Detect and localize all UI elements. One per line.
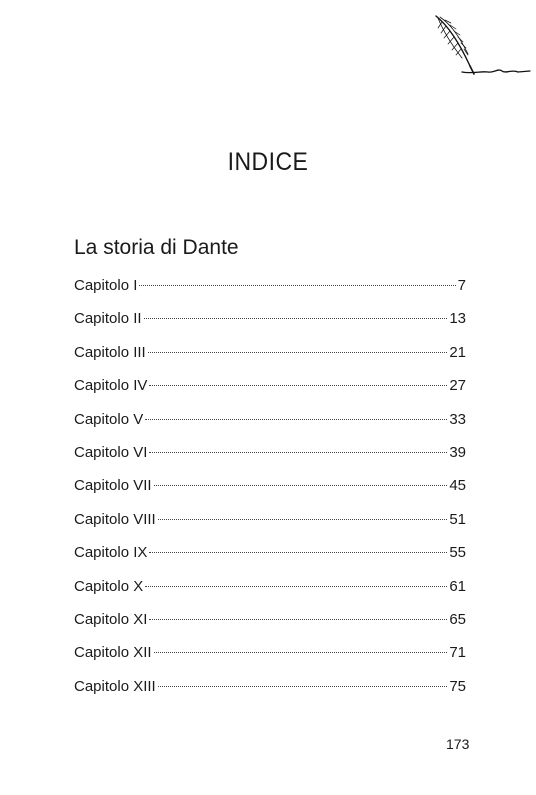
toc-entry[interactable] bbox=[74, 644, 466, 677]
toc-entry-label: Capitolo V bbox=[74, 410, 144, 428]
toc-entry-page: 33 bbox=[449, 410, 466, 428]
toc-entry-page: 45 bbox=[449, 477, 466, 495]
dot-leader bbox=[158, 519, 448, 520]
page-number: 173 bbox=[446, 736, 470, 752]
toc-entry[interactable] bbox=[74, 578, 466, 611]
toc-entry-page: 51 bbox=[449, 510, 466, 528]
toc-entry[interactable] bbox=[74, 611, 466, 644]
toc-entry-label: Capitolo I bbox=[74, 277, 138, 294]
toc-entry-page: 27 bbox=[449, 377, 466, 395]
index-title: INDICE bbox=[227, 148, 309, 176]
toc-entry-label: Capitolo IX bbox=[74, 544, 148, 562]
dot-leader bbox=[145, 586, 447, 587]
table-of-contents bbox=[74, 277, 466, 711]
toc-entry[interactable] bbox=[74, 310, 466, 343]
toc-entry-page: 61 bbox=[449, 577, 466, 595]
toc-entry-label: Capitolo VIII bbox=[74, 510, 156, 528]
dot-leader bbox=[149, 385, 447, 386]
toc-entry-label: Capitolo XII bbox=[74, 644, 152, 662]
toc-entry-page: 21 bbox=[449, 343, 466, 361]
dot-leader bbox=[148, 352, 448, 353]
toc-entry[interactable] bbox=[74, 377, 466, 410]
dot-leader bbox=[144, 318, 448, 319]
toc-entry[interactable] bbox=[74, 344, 466, 377]
toc-entry-label: Capitolo VI bbox=[74, 443, 148, 461]
toc-entry-label: Capitolo XI bbox=[74, 610, 148, 628]
toc-entry-label: Capitolo IV bbox=[74, 377, 148, 395]
toc-entry[interactable] bbox=[74, 544, 466, 577]
toc-entry-page: 39 bbox=[449, 443, 466, 461]
dot-leader bbox=[149, 552, 447, 553]
toc-entry[interactable] bbox=[74, 411, 466, 444]
toc-entry-label: Capitolo XIII bbox=[74, 677, 156, 695]
dot-leader bbox=[154, 485, 448, 486]
toc-entry-page: 7 bbox=[457, 277, 466, 294]
toc-entry[interactable] bbox=[74, 477, 466, 510]
toc-entry-page: 75 bbox=[449, 677, 466, 695]
toc-entry-page: 13 bbox=[449, 310, 466, 328]
toc-entry[interactable] bbox=[74, 678, 466, 711]
dot-leader bbox=[154, 652, 448, 653]
quill-pen-icon bbox=[432, 14, 532, 80]
toc-entry-page: 71 bbox=[449, 644, 466, 662]
toc-entry-page: 65 bbox=[449, 610, 466, 628]
dot-leader bbox=[139, 285, 455, 286]
dot-leader bbox=[149, 619, 447, 620]
toc-entry-label: Capitolo VII bbox=[74, 477, 152, 495]
dot-leader bbox=[149, 452, 447, 453]
toc-entry[interactable] bbox=[74, 511, 466, 544]
toc-entry-label: Capitolo III bbox=[74, 343, 146, 361]
toc-entry-label: Capitolo X bbox=[74, 577, 144, 595]
toc-entry[interactable] bbox=[74, 444, 466, 477]
toc-entry[interactable] bbox=[74, 277, 466, 310]
dot-leader bbox=[145, 419, 447, 420]
dot-leader bbox=[158, 686, 448, 687]
toc-entry-page: 55 bbox=[449, 544, 466, 562]
section-title: La storia di Dante bbox=[74, 236, 239, 259]
toc-entry-label: Capitolo II bbox=[74, 310, 142, 328]
